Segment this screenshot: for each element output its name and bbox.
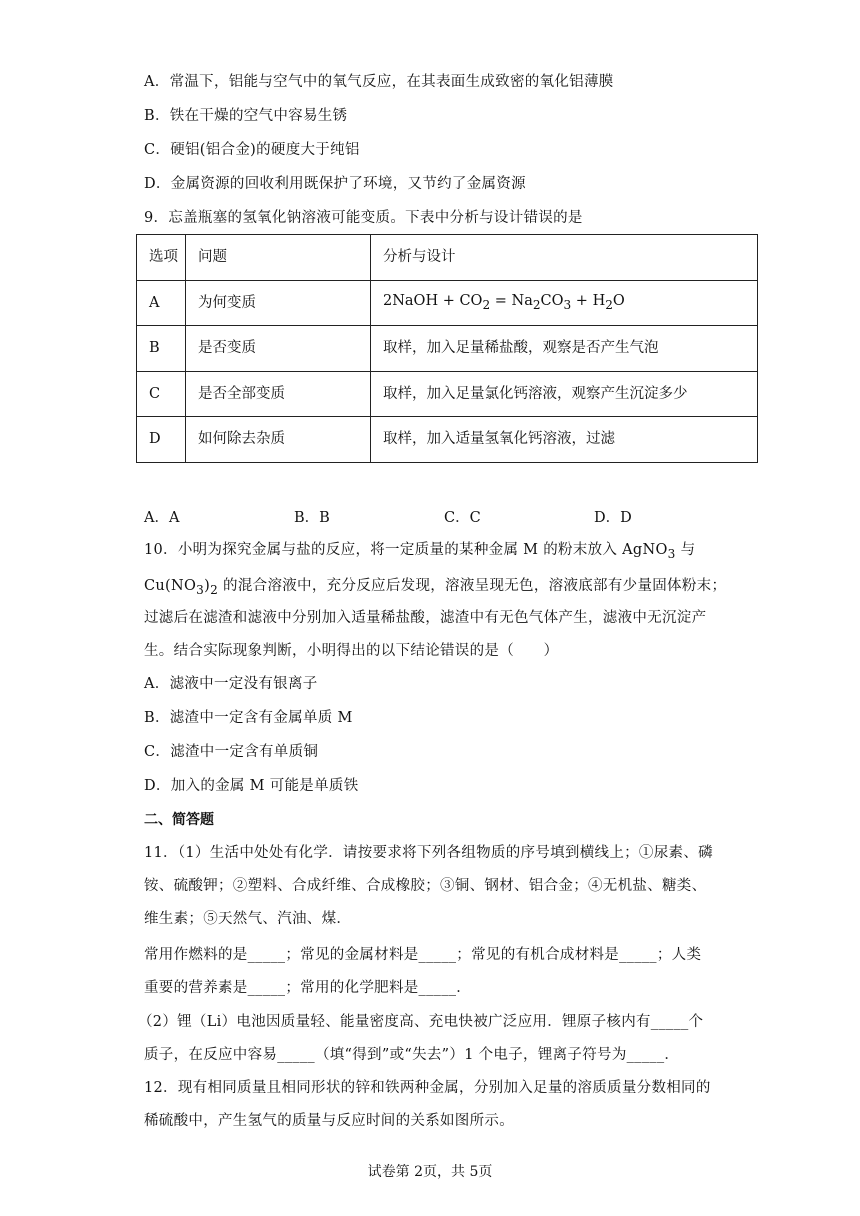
section-heading: 二、简答题 [144, 812, 214, 828]
q11-line-2: 铵、硫酸钾；②塑料、合成纤维、合成橡胶；③铜、钢材、铝合金；④无机盐、糖类、 [144, 878, 707, 894]
q10-line-4: 生。结合实际现象判断，小明得出的以下结论错误的是（ ） [144, 643, 559, 659]
table-row [137, 417, 758, 463]
row-option: C [137, 371, 186, 417]
row-analysis: 取样，加入足量氯化钙溶液，观察产生沉淀多少 [371, 371, 758, 417]
table-row [137, 326, 758, 372]
row-option: D [137, 417, 186, 463]
header-question: 问题 [186, 235, 371, 281]
row-question: 是否变质 [186, 326, 371, 372]
row-question: 如何除去杂质 [186, 417, 371, 463]
row-option: A [137, 280, 186, 326]
q10-option-d: D．加入的金属 M 可能是单质铁 [144, 778, 359, 794]
q11-line-4: 常用作燃料的是_____；常见的金属材料是_____；常见的有机合成材料是_____；人类 [144, 947, 702, 963]
row-analysis: 取样，加入足量稀盐酸，观察是否产生气泡 [371, 326, 758, 372]
table-row [137, 371, 758, 417]
q11-line-6: （2）锂（Li）电池因质量轻、能量密度高、充电快被广泛应用．锂原子核内有_____个 [138, 1014, 704, 1030]
q8-option-a: A．常温下，铝能与空气中的氧气反应，在其表面生成致密的氧化铝薄膜 [144, 74, 614, 90]
row-option: B [137, 326, 186, 372]
q9-option-b: B．B [294, 510, 330, 526]
q8-option-d: D．金属资源的回收利用既保护了环境，又节约了金属资源 [144, 176, 526, 192]
q10-option-c: C．滤渣中一定含有单质铜 [144, 744, 319, 760]
q11-line-1: 11．（1）生活中处处有化学．请按要求将下列各组物质的序号填到横线上；①尿素、磷 [144, 845, 713, 861]
q10-option-b: B．滤渣中一定含有金属单质 M [144, 710, 353, 726]
q9-table [136, 234, 758, 463]
q8-option-c: C．硬铝(铝合金)的硬度大于纯铝 [144, 142, 360, 158]
q10-line-2: $Cu(NO_3)_2$ 的混合溶液中，充分反应后发现，溶液呈现无色，溶液底部有少量固体粉末； [144, 578, 727, 597]
q10-line-3: 过滤后在滤渣和滤液中分别加入适量稀盐酸，滤渣中有无色气体产生，滤液中无沉淀产 [144, 610, 707, 626]
q9-option-d: D．D [594, 510, 632, 526]
page-footer: 试卷第 2页，共 5页 [367, 1164, 493, 1180]
chemical-equation: 2NaOH + $CO_2 = Na_2CO_3 + H_2O$ [371, 280, 758, 326]
table-row [137, 280, 758, 326]
row-question: 是否全部变质 [186, 371, 371, 417]
table-header-row [137, 235, 758, 281]
q11-line-3: 维生素；⑤天然气、汽油、煤． [144, 911, 352, 927]
header-option: 选项 [137, 235, 186, 281]
q10-option-a: A．滤液中一定没有银离子 [144, 676, 318, 692]
q12-line-2: 稀硫酸中，产生氢气的质量与反应时间的关系如图所示。 [144, 1113, 514, 1129]
row-question: 为何变质 [186, 280, 371, 326]
q11-line-7: 质子，在反应中容易_____（填“得到”或“失去”）1 个电子，锂离子符号为_____． [144, 1047, 680, 1063]
q9-stem: 9．忘盖瓶塞的氢氧化钠溶液可能变质。下表中分析与设计错误的是 [144, 210, 583, 226]
q8-option-b: B．铁在干燥的空气中容易生锈 [144, 108, 348, 124]
q10-line-1: 10．小明为探究金属与盐的反应，将一定质量的某种金属 M 的粉末放入 AgNO$_3$ 与 [144, 542, 696, 561]
row-analysis: 取样，加入适量氢氧化钙溶液，过滤 [371, 417, 758, 463]
q11-line-5: 重要的营养素是_____；常用的化学肥料是_____． [144, 980, 472, 996]
q9-option-a: A．A [144, 510, 180, 526]
q12-line-1: 12．现有相同质量且相同形状的锌和铁两种金属，分别加入足量的溶质质量分数相同的 [144, 1080, 711, 1096]
header-analysis: 分析与设计 [371, 235, 758, 281]
q9-option-c: C．C [444, 510, 481, 526]
